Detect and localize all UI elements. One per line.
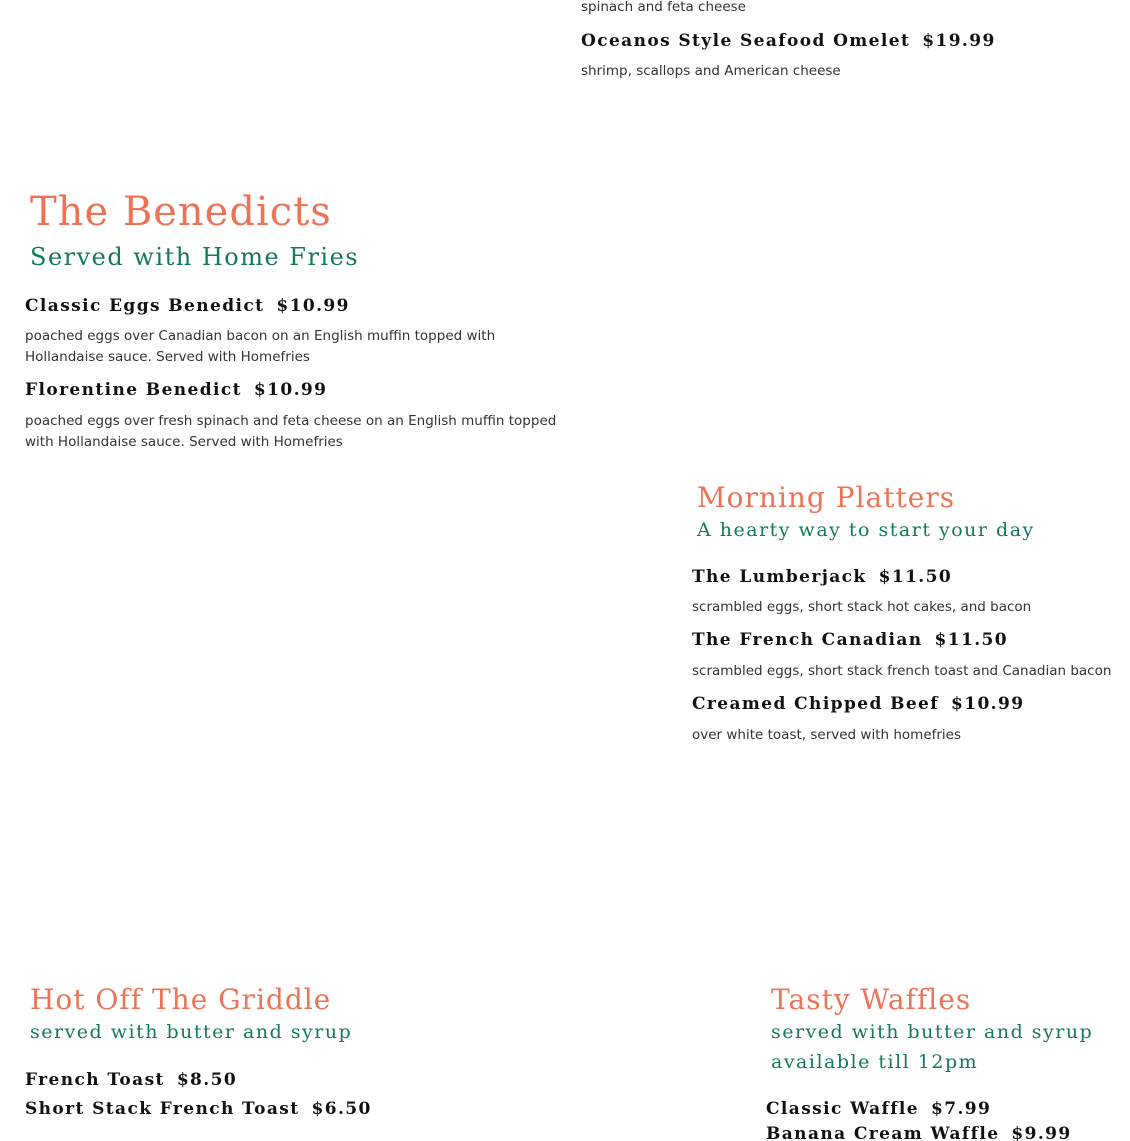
item-name: Oceanos Style Seafood Omelet xyxy=(581,31,911,51)
menu-item-creamed-chipped-beef xyxy=(692,694,1024,714)
waffles-title: Tasty Waffles xyxy=(771,983,972,1016)
item-name: Classic Eggs Benedict xyxy=(25,296,265,316)
seafood-omelet-desc: shrimp, scallops and American cheese xyxy=(581,63,841,79)
griddle-title: Hot Off The Griddle xyxy=(30,983,332,1016)
menu-item-florentine-benedict xyxy=(25,380,327,400)
platters-title: Morning Platters xyxy=(697,481,956,514)
menu-item-french-toast xyxy=(25,1070,237,1090)
classic-eggs-benedict-desc: poached eggs over Canadian bacon on an English muffin topped with Hollandaise sauce. Served with Homefries xyxy=(25,328,496,365)
item-price: $8.50 xyxy=(176,1070,238,1090)
item-price: $19.99 xyxy=(922,31,996,51)
menu-item-banana-cream-waffle xyxy=(766,1124,1072,1141)
item-name: The Lumberjack xyxy=(692,567,867,587)
menu-item-french-canadian xyxy=(692,630,1008,650)
item-price: $6.50 xyxy=(311,1099,372,1119)
french-canadian-desc: scrambled eggs, short stack french toast and Canadian bacon xyxy=(692,663,1112,679)
item-name: Short Stack French Toast xyxy=(25,1099,300,1119)
item-price: $9.99 xyxy=(1011,1124,1072,1141)
item-name: Banana Cream Waffle xyxy=(766,1124,1000,1141)
menu-item-classic-waffle xyxy=(766,1099,991,1119)
platters-subtitle: A hearty way to start your day xyxy=(697,519,1035,541)
menu-item-lumberjack xyxy=(692,567,952,587)
item-name: Classic Waffle xyxy=(766,1099,920,1119)
benedicts-title: The Benedicts xyxy=(30,189,332,235)
item-name: Florentine Benedict xyxy=(25,380,242,400)
griddle-subtitle: served with butter and syrup xyxy=(30,1021,353,1043)
item-price: $10.99 xyxy=(253,380,328,400)
lumberjack-desc: scrambled eggs, short stack hot cakes, and bacon xyxy=(692,599,1032,615)
item-name: The French Canadian xyxy=(692,630,923,650)
item-price: $11.50 xyxy=(934,630,1008,650)
item-name: French Toast xyxy=(25,1070,165,1090)
creamed-chipped-beef-desc: over white toast, served with homefries xyxy=(692,727,962,743)
menu-item-short-stack-french-toast xyxy=(25,1099,372,1119)
item-price: $7.99 xyxy=(931,1099,992,1119)
item-price: $10.99 xyxy=(276,296,350,316)
item-name: Creamed Chipped Beef xyxy=(692,694,939,714)
waffles-subtitle: served with butter and syrup xyxy=(771,1021,1094,1043)
spinach-omelet-desc: spinach and feta cheese xyxy=(581,0,746,15)
menu-item-classic-eggs-benedict xyxy=(25,296,350,316)
item-price: $10.99 xyxy=(950,694,1025,714)
florentine-benedict-desc: poached eggs over fresh spinach and feta cheese on an English muffin topped with Hollandaise sauce. Served with Homefries xyxy=(25,413,557,450)
item-price: $11.50 xyxy=(878,567,953,587)
waffles-availability: available till 12pm xyxy=(771,1051,979,1073)
benedicts-subtitle: Served with Home Fries xyxy=(30,243,360,271)
menu-item-seafood-omelet xyxy=(581,31,996,51)
